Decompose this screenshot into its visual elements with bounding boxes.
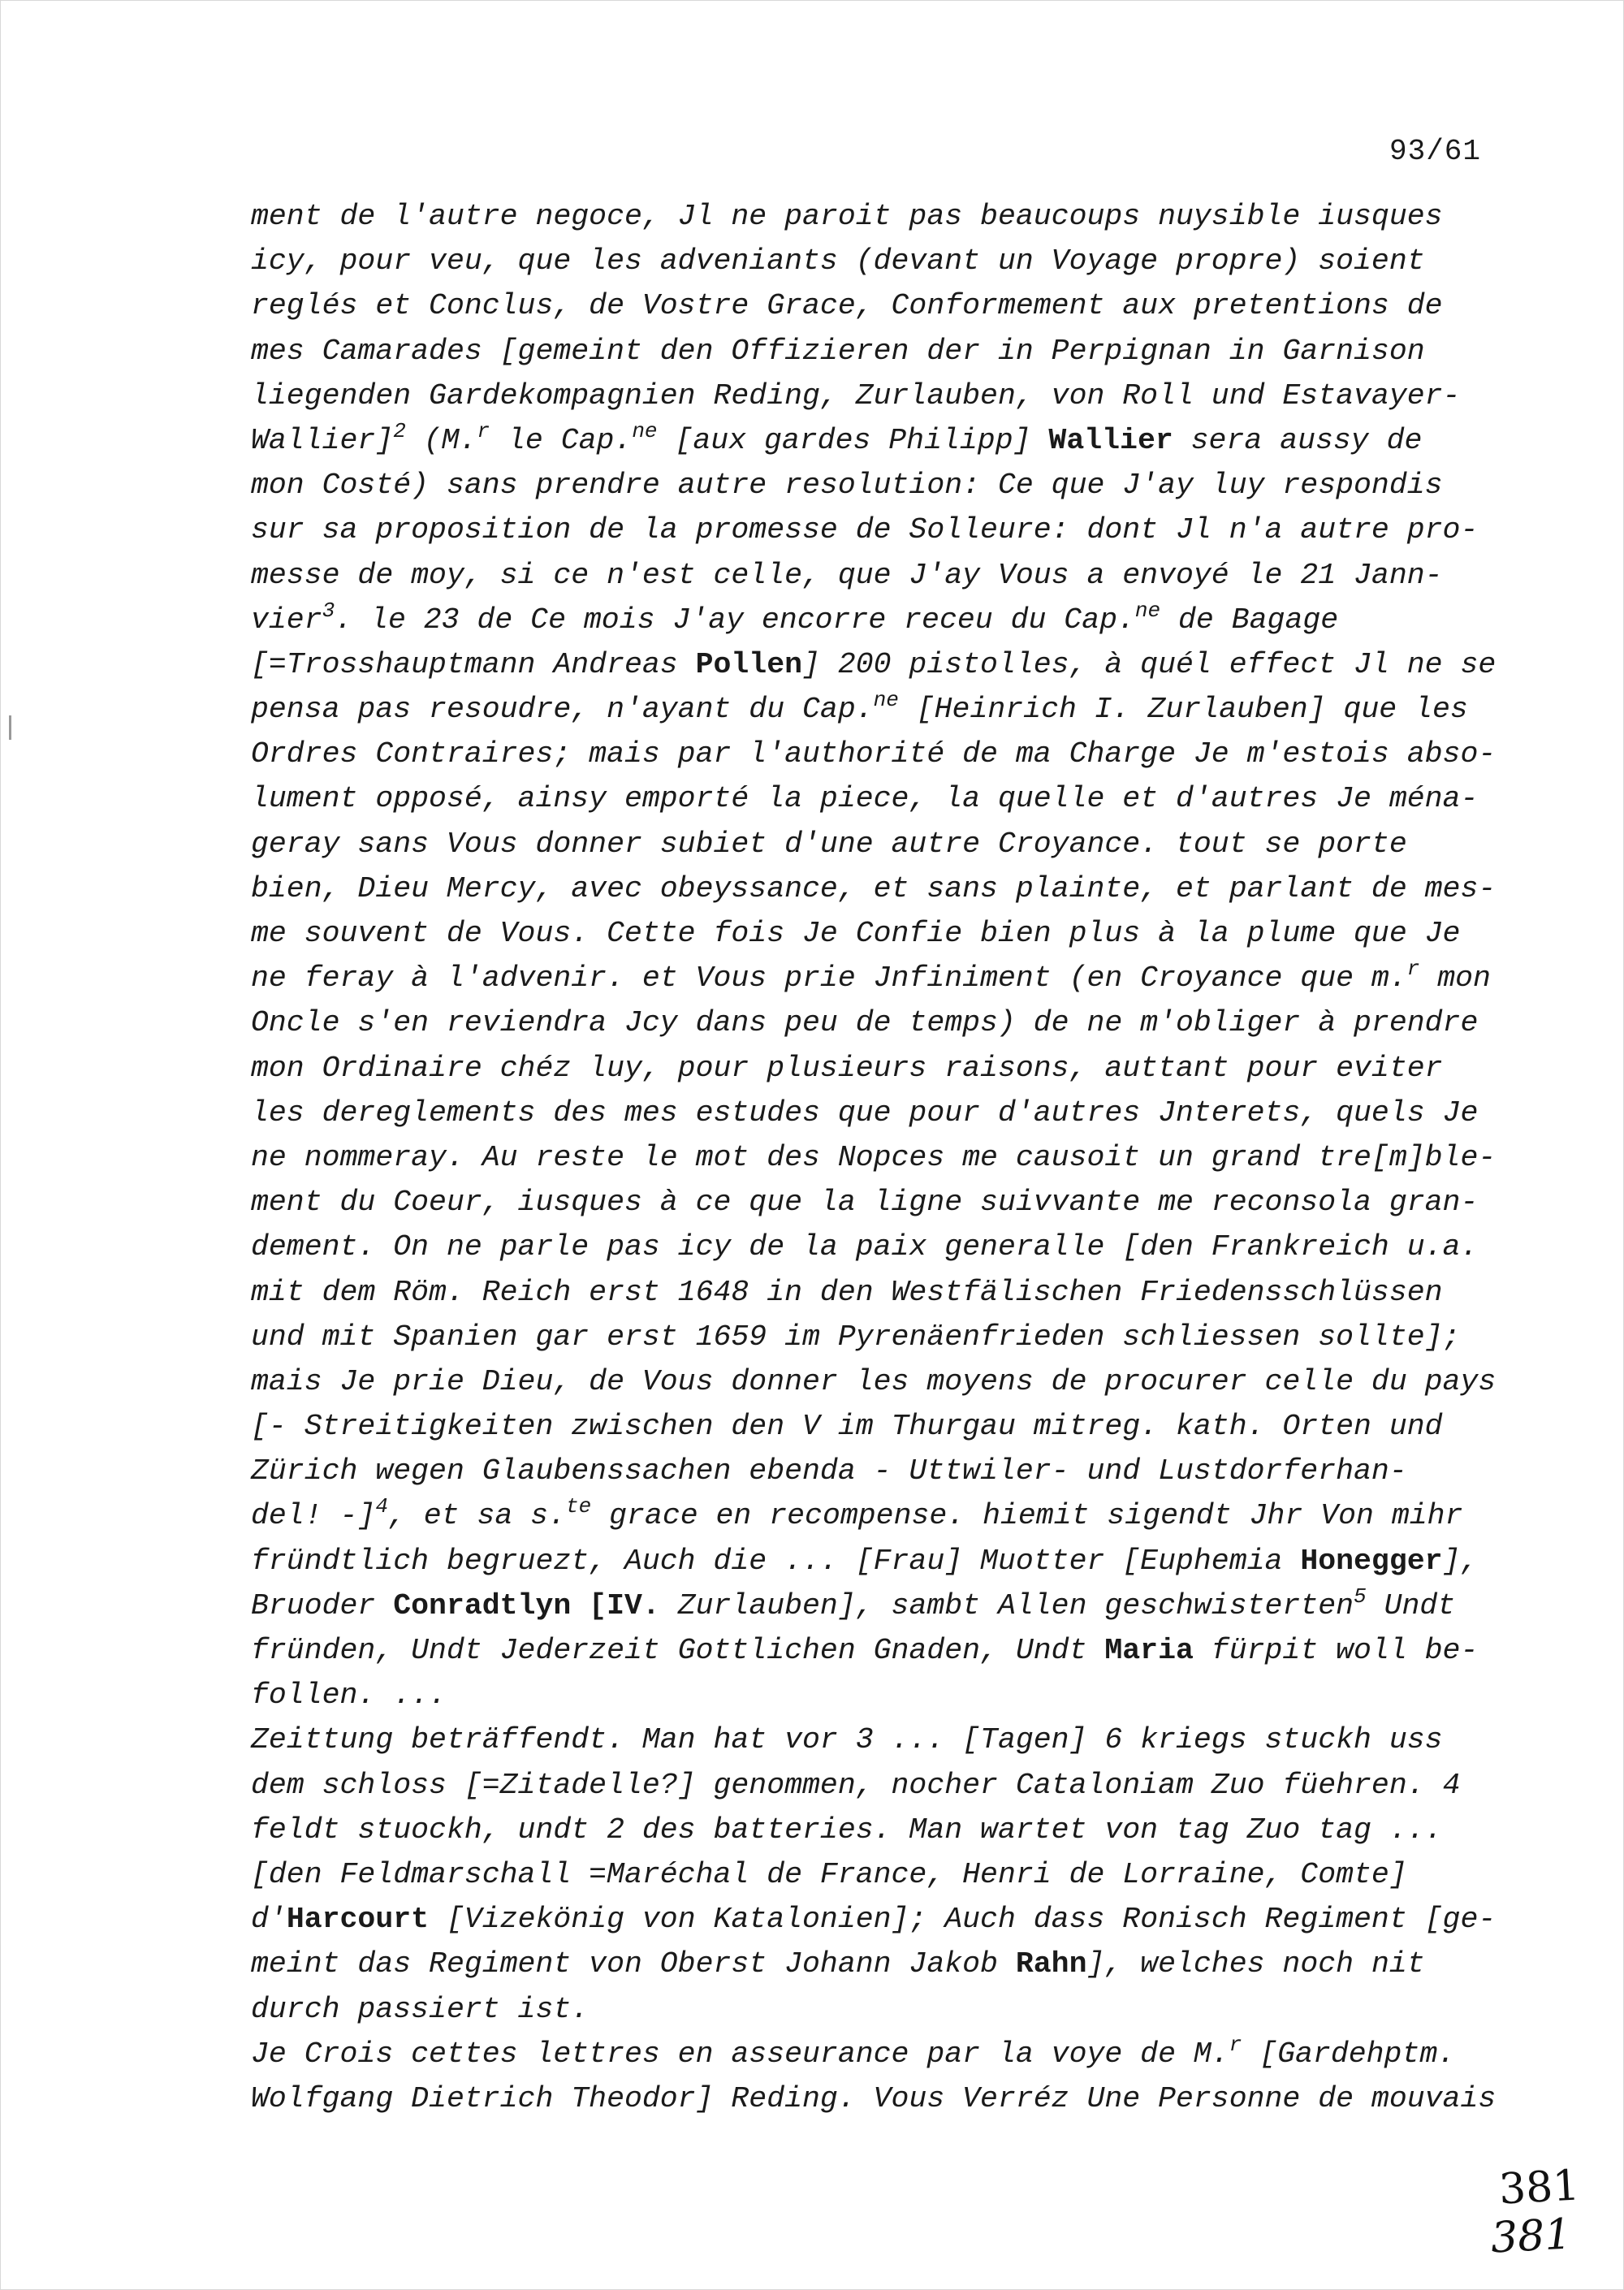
text-line: [=Trosshauptmann Andreas Pollen] 200 pistolles, à quél effect Jl ne se — [251, 647, 1497, 681]
text-line: d'Harcourt [Vizekönig von Katalonien]; Auch dass Ronisch Regiment [ge- — [251, 1903, 1497, 1937]
text-line: ment de l'autre negoce, Jl ne paroit pas beaucoups nuysible iusques — [251, 200, 1443, 233]
page-number: 93/61 — [1389, 135, 1482, 168]
text-line: und mit Spanien gar erst 1659 im Pyrenäenfrieden schliessen sollte]; — [251, 1320, 1461, 1354]
archive-stamp-number: 381 — [1497, 2161, 1581, 2214]
text-line: ment du Coeur, iusques à ce que la ligne suivvante me reconsola gran- — [251, 1186, 1479, 1220]
text-line: ne feray à l'advenir. et Vous prie Jnfiniment (en Croyance que m.$^r$ mon — [251, 957, 1491, 996]
text-line: messe de moy, si ce n'est celle, que J'ay Vous a envoyé le 21 Jann- — [251, 558, 1443, 592]
text-line: mon Costé) sans prendre autre resolution: Ce que J'ay luy respondis — [251, 469, 1443, 503]
text-line: meint das Regiment von Oberst Johann Jakob Rahn], welches noch nit — [251, 1947, 1425, 1981]
footnote-ref: 2 — [393, 418, 406, 443]
text-line: mon Ordinaire chéz luy, pour plusieurs raisons, auttant pour eviter — [251, 1051, 1443, 1085]
text-line: [- Streitigkeiten zwischen den V im Thurgau mitreg. kath. Orten und — [251, 1410, 1443, 1444]
text-line: icy, pour veu, que les adveniants (devant un Voyage propre) soient — [251, 244, 1425, 279]
text-line: lument opposé, ainsy emporté la piece, la quelle et d'autres Je ména- — [251, 782, 1479, 816]
footnote-ref: 4 — [375, 1494, 388, 1519]
text-line: Ordres Contraires; mais par l'authorité de ma Charge Je m'estois abso- — [251, 737, 1497, 771]
text-line: Je Crois cettes lettres en asseurance par la voye de M.$^r$ [Gardehptm. — [251, 2032, 1456, 2071]
text-line: Bruoder Conradtlyn [IV. Zurlauben], sambt Allen geschwisterten$^5$ Undt — [251, 1584, 1456, 1622]
text-line: vier$^3$. le 23 de Ce mois J'ay encorre receu du Cap.$^{ne}$ de Bagage — [251, 598, 1339, 637]
text-line: fründen, Undt Jederzeit Gottlichen Gnaden, Undt Maria fürpit woll be- — [251, 1634, 1479, 1667]
text-line: geray sans Vous donner subiet d'une autre Croyance. tout se porte — [251, 827, 1407, 861]
text-line: dem schloss [=Zitadelle?] genommen, nocher Cataloniam Zuo füehren. 4 — [251, 1768, 1461, 1802]
text-line: feldt stuockh, undt 2 des batteries. Man wartet von tag Zuo tag ... — [251, 1813, 1443, 1847]
text-line: sur sa proposition de la promesse de Solleure: dont Jl n'a autre pro- — [251, 513, 1479, 547]
text-line: mais Je prie Dieu, de Vous donner les moyens de procurer celle du pays — [251, 1364, 1497, 1398]
text-line: mit dem Röm. Reich erst 1648 in den Westfälischen Friedensschlüssen — [251, 1275, 1443, 1309]
footnote-ref: 3 — [322, 598, 335, 623]
text-line: mes Camarades [gemeint den Offizieren der in Perpignan in Garnison — [251, 334, 1425, 368]
handwritten-page-number: 381 — [1489, 2210, 1573, 2263]
text-line: durch passiert ist. — [251, 1992, 590, 2026]
text-line: del! -]$^4$, et sa s.$^{te}$ grace en recompense. hiemit sigendt Jhr Von mihr — [251, 1494, 1463, 1533]
text-line: Oncle s'en reviendra Jcy dans peu de temps) de ne m'obliger à prendre — [251, 1006, 1479, 1040]
name-bold: Rahn — [1015, 1947, 1087, 1981]
text-line: follen. ... — [251, 1679, 447, 1713]
text-line: dement. On ne parle pas icy de la paix generalle [den Frankreich u.a. — [251, 1230, 1479, 1264]
margin-mark — [9, 715, 11, 740]
text-line: liegenden Gardekompagnien Reding, Zurlauben, von Roll und Estavayer- — [251, 378, 1461, 413]
letter-text — [251, 194, 1550, 2121]
text-line: les dereglements des mes estudes que pour d'autres Jnterets, quels Je — [251, 1095, 1479, 1130]
name-bold: Maria — [1104, 1634, 1194, 1667]
name-bold: Wallier — [1048, 423, 1173, 457]
text-line: Zeittung beträffendt. Man hat vor 3 ... [Tagen] 6 kriegs stuckh uss — [251, 1723, 1443, 1757]
text-line: me souvent de Vous. Cette fois Je Confie bien plus à la plume que Je — [251, 917, 1461, 950]
name-bold: Honegger — [1300, 1544, 1443, 1578]
footnote-ref: 5 — [1354, 1584, 1367, 1609]
text-line: ne nommeray. Au reste le mot des Nopces me causoit un grand tre[m]ble- — [251, 1140, 1497, 1174]
text-line: fründtlich begruezt, Auch die ... [Frau] Muotter [Euphemia Honegger], — [251, 1544, 1479, 1578]
name-bold: Conradtlyn [IV. — [393, 1588, 660, 1622]
name-bold: Harcourt — [286, 1903, 430, 1937]
text-line: bien, Dieu Mercy, avec obeyssance, et sans plainte, et parlant de mes- — [251, 871, 1497, 905]
text-line: [den Feldmarschall =Maréchal de France, Henri de Lorraine, Comte] — [251, 1857, 1407, 1891]
text-line: pensa pas resoudre, n'ayant du Cap.$^{ne}$ [Heinrich I. Zurlauben] que les — [251, 688, 1468, 727]
name-bold: Pollen — [695, 647, 803, 681]
text-line: Wallier]$^2$ (M.$^r$ le Cap.$^{ne}$ [aux gardes Philipp] Wallier sera aussy de — [251, 418, 1423, 457]
text-line: reglés et Conclus, de Vostre Grace, Conformement aux pretentions de — [251, 289, 1443, 323]
text-line: Zürich wegen Glaubenssachen ebenda - Uttwiler- und Lustdorferhan- — [251, 1454, 1407, 1488]
text-line: Wolfgang Dietrich Theodor] Reding. Vous Verréz Une Personne de mouvais — [251, 2081, 1497, 2115]
